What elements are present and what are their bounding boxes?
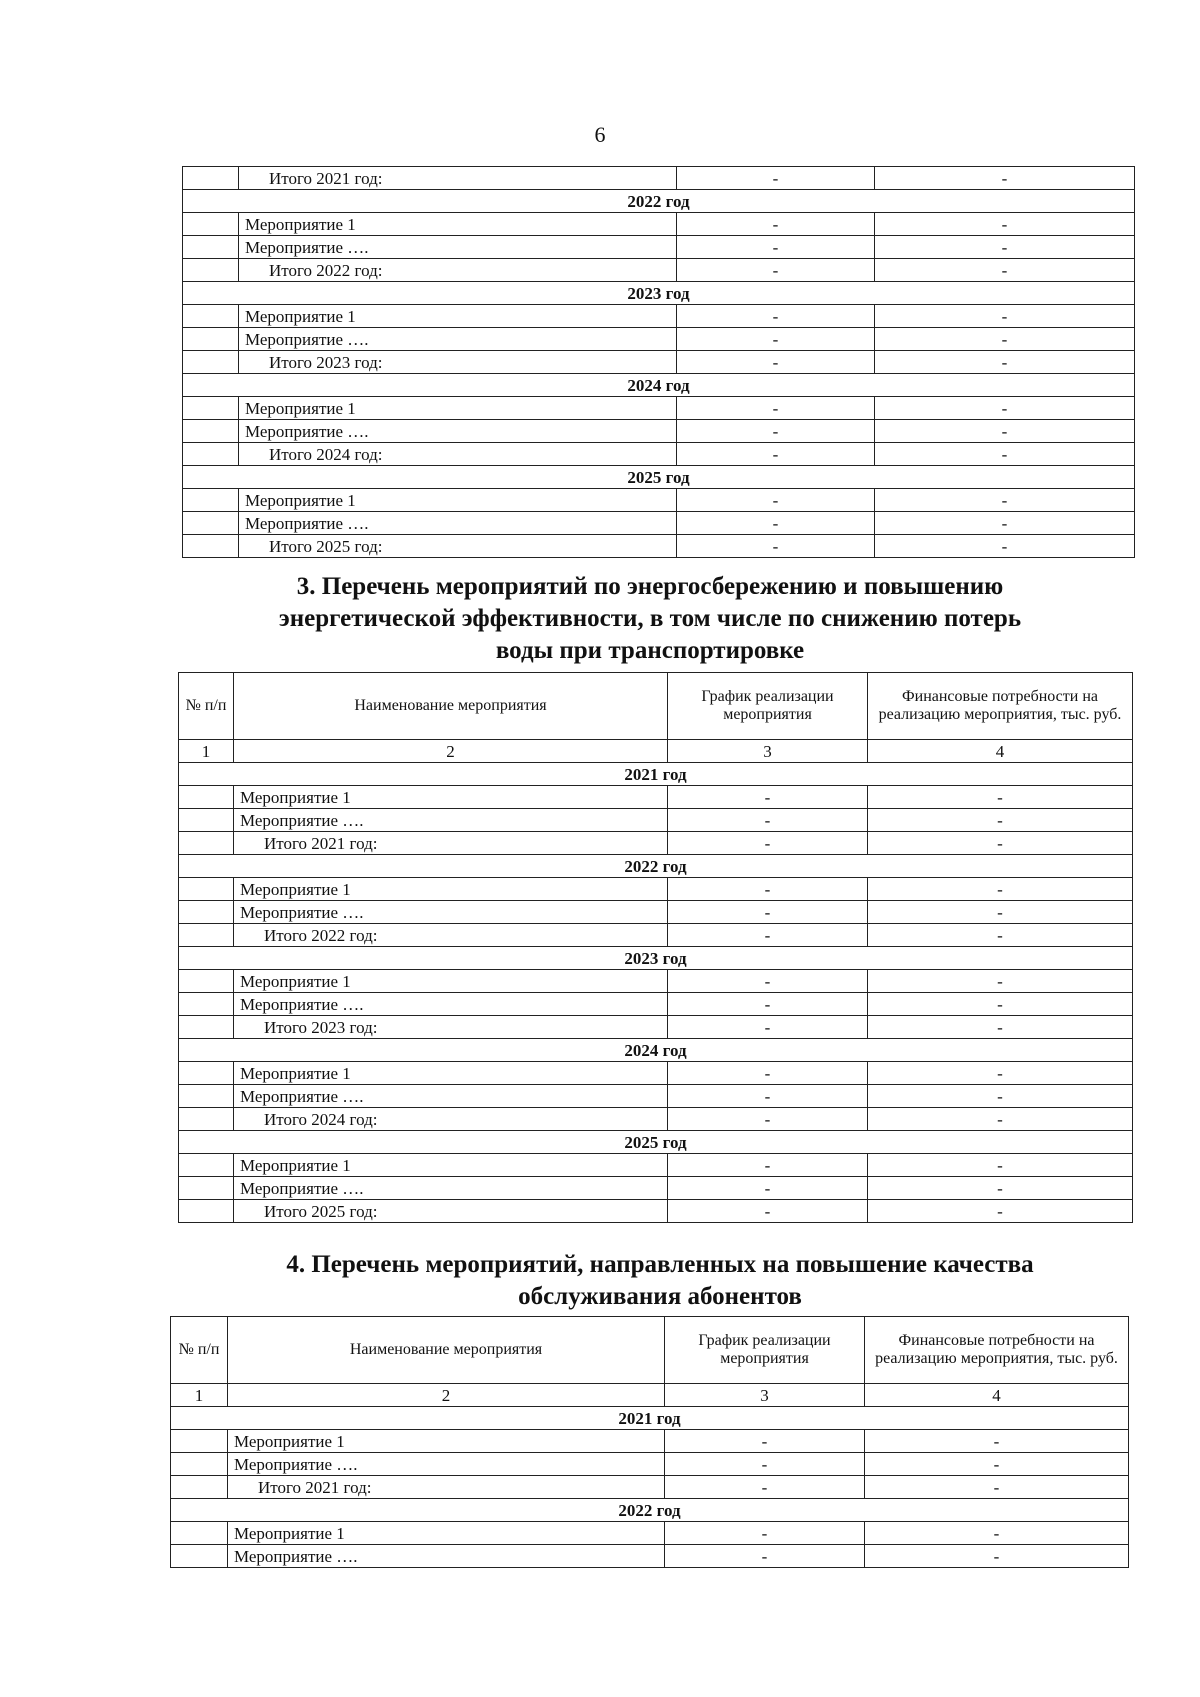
header-num: № п/п (179, 673, 234, 740)
header-schedule: График реализации мероприятия (668, 673, 868, 740)
finance-value: - (875, 420, 1135, 443)
finance-value: - (875, 236, 1135, 259)
schedule-value: - (665, 1476, 865, 1499)
total-row (183, 259, 1135, 282)
column-number: 3 (668, 740, 868, 763)
column-number: 2 (228, 1384, 665, 1407)
section-4-title (60, 1249, 1200, 1313)
row-number (183, 420, 239, 443)
row-number (183, 535, 239, 558)
year-row (179, 1039, 1133, 1062)
measure-name: Мероприятие 1 (234, 1154, 668, 1177)
total-row (183, 351, 1135, 374)
total-row (179, 924, 1133, 947)
section-title-line: энергетической эффективности, в том числе по снижению потерь (278, 605, 1022, 632)
measure-name: Мероприятие …. (239, 328, 677, 351)
section-title-line: 3. Перечень мероприятий по энергосбережению и повышению (296, 573, 1004, 600)
schedule-value: - (677, 535, 875, 558)
measure-name: Мероприятие …. (228, 1453, 665, 1476)
column-number-row (179, 740, 1133, 763)
measures-table-continued (182, 166, 1135, 558)
page-number: 6 (594, 122, 606, 147)
measure-name: Мероприятие 1 (228, 1430, 665, 1453)
row-number (183, 167, 239, 190)
finance-value: - (865, 1545, 1129, 1568)
finance-value: - (868, 924, 1133, 947)
table-body (179, 673, 1133, 1223)
row-number (183, 351, 239, 374)
year-label: 2025 год (179, 1131, 1133, 1154)
year-row (171, 1407, 1129, 1430)
table-row (179, 993, 1133, 1016)
finance-value: - (868, 1177, 1133, 1200)
measure-name: Мероприятие 1 (239, 213, 677, 236)
total-label: Итого 2021 год: (239, 167, 677, 190)
measure-name: Мероприятие 1 (239, 305, 677, 328)
table-row (183, 489, 1135, 512)
finance-value: - (868, 1108, 1133, 1131)
row-number (183, 489, 239, 512)
row-number (183, 305, 239, 328)
schedule-value: - (668, 970, 868, 993)
measure-name: Мероприятие …. (239, 512, 677, 535)
row-number (179, 786, 234, 809)
total-row (183, 443, 1135, 466)
schedule-value: - (677, 305, 875, 328)
header-name: Наименование мероприятия (234, 673, 668, 740)
year-row (183, 374, 1135, 397)
total-label: Итого 2024 год: (234, 1108, 668, 1131)
schedule-value: - (668, 832, 868, 855)
schedule-value: - (665, 1453, 865, 1476)
table-row (171, 1453, 1129, 1476)
row-number (183, 259, 239, 282)
schedule-value: - (665, 1522, 865, 1545)
table-row (183, 397, 1135, 420)
measure-name: Мероприятие 1 (234, 970, 668, 993)
total-label: Итого 2022 год: (239, 259, 677, 282)
finance-value: - (875, 328, 1135, 351)
header-finance: Финансовые потребности на реализацию мероприятия, тыс. руб. (865, 1317, 1129, 1384)
service-quality-measures-table (170, 1316, 1129, 1568)
row-number (179, 809, 234, 832)
row-number (179, 1177, 234, 1200)
finance-value: - (875, 259, 1135, 282)
measure-name: Мероприятие 1 (234, 1062, 668, 1085)
row-number (171, 1545, 228, 1568)
header-num: № п/п (171, 1317, 228, 1384)
schedule-value: - (668, 786, 868, 809)
measure-name: Мероприятие 1 (234, 878, 668, 901)
finance-value: - (868, 901, 1133, 924)
row-number (171, 1476, 228, 1499)
year-row (171, 1499, 1129, 1522)
row-number (183, 236, 239, 259)
total-label: Итого 2023 год: (239, 351, 677, 374)
year-label: 2025 год (183, 466, 1135, 489)
measure-name: Мероприятие …. (234, 809, 668, 832)
table-row (179, 809, 1133, 832)
row-number (179, 924, 234, 947)
column-number-row (171, 1384, 1129, 1407)
total-label: Итого 2024 год: (239, 443, 677, 466)
year-label: 2021 год (171, 1407, 1129, 1430)
schedule-value: - (668, 1177, 868, 1200)
row-number (179, 970, 234, 993)
header-schedule: График реализации мероприятия (665, 1317, 865, 1384)
table-row (179, 786, 1133, 809)
schedule-value: - (668, 924, 868, 947)
row-number (183, 443, 239, 466)
schedule-value: - (668, 809, 868, 832)
row-number (179, 832, 234, 855)
schedule-value: - (677, 259, 875, 282)
schedule-value: - (665, 1430, 865, 1453)
row-number (179, 1154, 234, 1177)
row-number (179, 1016, 234, 1039)
year-label: 2022 год (171, 1499, 1129, 1522)
row-number (171, 1453, 228, 1476)
finance-value: - (875, 397, 1135, 420)
total-label: Итого 2022 год: (234, 924, 668, 947)
year-row (183, 282, 1135, 305)
table-row (179, 901, 1133, 924)
schedule-value: - (668, 1108, 868, 1131)
header-finance: Финансовые потребности на реализацию мероприятия, тыс. руб. (868, 673, 1133, 740)
finance-value: - (875, 305, 1135, 328)
measure-name: Мероприятие 1 (228, 1522, 665, 1545)
finance-value: - (875, 535, 1135, 558)
schedule-value: - (668, 1200, 868, 1223)
measure-name: Мероприятие …. (234, 993, 668, 1016)
table-row (183, 236, 1135, 259)
finance-value: - (865, 1453, 1129, 1476)
row-number (171, 1430, 228, 1453)
finance-value: - (868, 1062, 1133, 1085)
schedule-value: - (665, 1545, 865, 1568)
year-label: 2021 год (179, 763, 1133, 786)
finance-value: - (875, 213, 1135, 236)
year-row (183, 466, 1135, 489)
schedule-value: - (668, 1085, 868, 1108)
schedule-value: - (677, 213, 875, 236)
row-number (183, 397, 239, 420)
table-row (183, 512, 1135, 535)
column-number: 3 (665, 1384, 865, 1407)
row-number (179, 878, 234, 901)
column-number: 4 (868, 740, 1133, 763)
schedule-value: - (668, 878, 868, 901)
table-row (179, 1177, 1133, 1200)
year-label: 2024 год (179, 1039, 1133, 1062)
schedule-value: - (668, 901, 868, 924)
column-number: 4 (865, 1384, 1129, 1407)
schedule-value: - (677, 512, 875, 535)
row-number (179, 1200, 234, 1223)
schedule-value: - (677, 443, 875, 466)
table-row (179, 1062, 1133, 1085)
table-row (179, 970, 1133, 993)
table-row (179, 1085, 1133, 1108)
finance-value: - (868, 809, 1133, 832)
total-label: Итого 2021 год: (228, 1476, 665, 1499)
measure-name: Мероприятие …. (234, 1085, 668, 1108)
finance-value: - (868, 1200, 1133, 1223)
year-row (179, 947, 1133, 970)
year-label: 2022 год (183, 190, 1135, 213)
total-row (179, 1108, 1133, 1131)
energy-saving-measures-table (178, 672, 1133, 1223)
section-title-line: 4. Перечень мероприятий, направленных на повышение качества (286, 1251, 1034, 1278)
column-number: 2 (234, 740, 668, 763)
finance-value: - (868, 970, 1133, 993)
finance-value: - (868, 1085, 1133, 1108)
total-label: Итого 2025 год: (239, 535, 677, 558)
total-label: Итого 2021 год: (234, 832, 668, 855)
schedule-value: - (677, 351, 875, 374)
table-header-row (171, 1317, 1129, 1384)
total-row (171, 1476, 1129, 1499)
row-number (179, 1085, 234, 1108)
total-label: Итого 2025 год: (234, 1200, 668, 1223)
table-body (171, 1317, 1129, 1568)
row-number (171, 1522, 228, 1545)
total-row (179, 1016, 1133, 1039)
measure-name: Мероприятие 1 (239, 397, 677, 420)
finance-value: - (875, 167, 1135, 190)
table-body (183, 167, 1135, 558)
row-number (183, 328, 239, 351)
total-row (183, 535, 1135, 558)
table-row (171, 1545, 1129, 1568)
row-number (179, 901, 234, 924)
measure-name: Мероприятие …. (239, 420, 677, 443)
finance-value: - (868, 832, 1133, 855)
table-row (183, 420, 1135, 443)
year-label: 2023 год (183, 282, 1135, 305)
finance-value: - (868, 1016, 1133, 1039)
schedule-value: - (677, 328, 875, 351)
section-3-title (50, 571, 1200, 667)
finance-value: - (865, 1430, 1129, 1453)
year-label: 2024 год (183, 374, 1135, 397)
row-number (183, 213, 239, 236)
table-row (171, 1430, 1129, 1453)
finance-value: - (875, 351, 1135, 374)
schedule-value: - (677, 397, 875, 420)
finance-value: - (875, 512, 1135, 535)
measure-name: Мероприятие 1 (239, 489, 677, 512)
table-row (179, 878, 1133, 901)
schedule-value: - (677, 420, 875, 443)
year-row (179, 763, 1133, 786)
total-row (179, 832, 1133, 855)
finance-value: - (875, 443, 1135, 466)
schedule-value: - (668, 1062, 868, 1085)
finance-value: - (868, 1154, 1133, 1177)
finance-value: - (868, 993, 1133, 1016)
table-row (179, 1154, 1133, 1177)
section-title-line: воды при транспортировке (495, 637, 805, 664)
row-number (179, 993, 234, 1016)
year-row (183, 190, 1135, 213)
measure-name: Мероприятие …. (239, 236, 677, 259)
row-number (179, 1108, 234, 1131)
schedule-value: - (668, 993, 868, 1016)
year-row (179, 1131, 1133, 1154)
measure-name: Мероприятие …. (234, 1177, 668, 1200)
year-row (179, 855, 1133, 878)
measure-name: Мероприятие …. (234, 901, 668, 924)
finance-value: - (868, 878, 1133, 901)
schedule-value: - (677, 236, 875, 259)
total-row (179, 1200, 1133, 1223)
year-label: 2022 год (179, 855, 1133, 878)
schedule-value: - (677, 489, 875, 512)
row-number (183, 512, 239, 535)
table-row (183, 305, 1135, 328)
row-number (179, 1062, 234, 1085)
measure-name: Мероприятие …. (228, 1545, 665, 1568)
schedule-value: - (677, 167, 875, 190)
header-name: Наименование мероприятия (228, 1317, 665, 1384)
table-row (183, 213, 1135, 236)
finance-value: - (865, 1522, 1129, 1545)
finance-value: - (868, 786, 1133, 809)
table-row (171, 1522, 1129, 1545)
table-row (183, 328, 1135, 351)
year-label: 2023 год (179, 947, 1133, 970)
column-number: 1 (171, 1384, 228, 1407)
schedule-value: - (668, 1016, 868, 1039)
schedule-value: - (668, 1154, 868, 1177)
finance-value: - (875, 489, 1135, 512)
table-header-row (179, 673, 1133, 740)
finance-value: - (865, 1476, 1129, 1499)
section-title-line: обслуживания абонентов (518, 1283, 802, 1310)
column-number: 1 (179, 740, 234, 763)
total-label: Итого 2023 год: (234, 1016, 668, 1039)
measure-name: Мероприятие 1 (234, 786, 668, 809)
total-row (183, 167, 1135, 190)
